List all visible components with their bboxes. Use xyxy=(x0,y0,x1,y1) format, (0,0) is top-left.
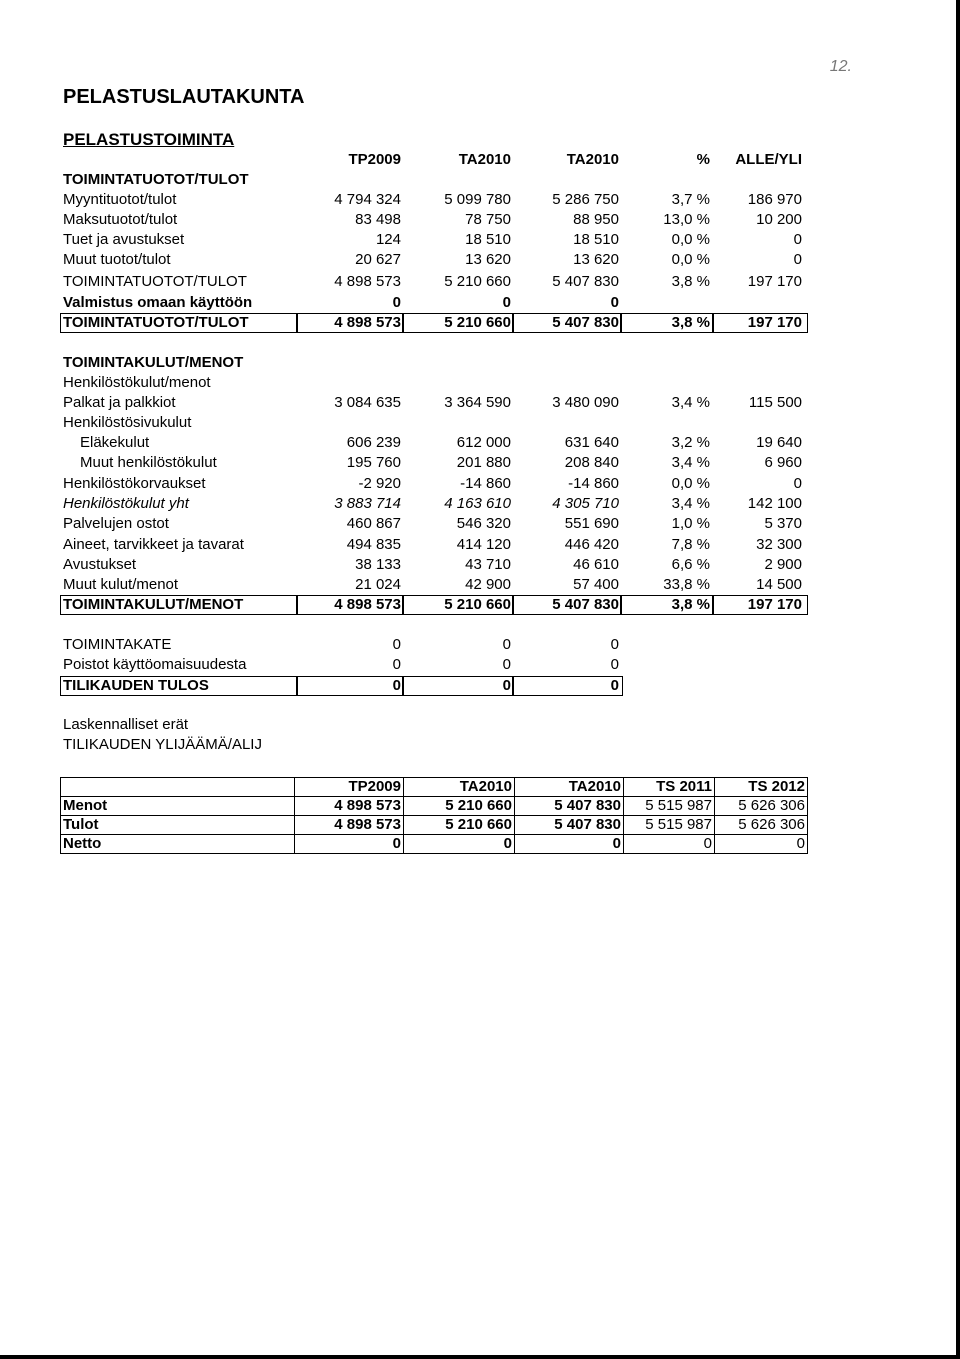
cell: 115 500 xyxy=(748,394,802,411)
cell: 0 xyxy=(793,231,802,248)
cell: 7,8 % xyxy=(671,536,710,553)
row-label: Muut tuotot/tulot xyxy=(63,251,171,268)
row-label: Tuet ja avustukset xyxy=(63,231,185,248)
cell: 5 210 660 xyxy=(444,273,511,290)
cell: 88 950 xyxy=(573,211,619,228)
cell: 195 760 xyxy=(346,454,401,471)
cell: 32 300 xyxy=(756,536,802,553)
summary-header: TS 2012 xyxy=(715,778,808,797)
cell: 10 200 xyxy=(756,211,802,228)
cell: 43 710 xyxy=(465,556,511,573)
summary-table xyxy=(60,777,808,854)
cell: 0 xyxy=(610,636,619,653)
cell: 0 xyxy=(502,636,511,653)
cell: 5 407 830 xyxy=(552,273,619,290)
cell: 4 898 573 xyxy=(334,273,401,290)
row-label: TILIKAUDEN TULOS xyxy=(63,677,209,694)
cell: 3,7 % xyxy=(671,191,710,208)
cell: 0 xyxy=(392,677,401,694)
cell: 446 420 xyxy=(564,536,619,553)
table-row xyxy=(0,210,960,230)
row-label: Henkilöstökulut yht xyxy=(63,495,189,512)
cell: 3,2 % xyxy=(671,434,710,451)
cell: 551 690 xyxy=(564,515,619,532)
table-row xyxy=(0,575,960,595)
cell: 5 370 xyxy=(764,515,802,532)
cell: 3 883 714 xyxy=(334,495,401,512)
cell: 5 210 660 xyxy=(404,816,515,835)
cell: 0 xyxy=(610,656,619,673)
cell: 3,4 % xyxy=(671,394,710,411)
income-heading: TOIMINTATUOTOT/TULOT xyxy=(63,171,249,188)
cell: 6,6 % xyxy=(671,556,710,573)
cell: 4 898 573 xyxy=(334,314,401,331)
row-label: TOIMINTAKULUT/MENOT xyxy=(63,596,244,613)
table-row xyxy=(0,535,960,555)
note-row xyxy=(0,735,960,755)
row-label: Myyntituotot/tulot xyxy=(63,191,177,208)
cell: 5 099 780 xyxy=(444,191,511,208)
cell: 414 120 xyxy=(456,536,511,553)
row-label: Henkilöstökorvaukset xyxy=(63,475,206,492)
cell: 6 960 xyxy=(764,454,802,471)
col-header-percent: % xyxy=(696,151,710,168)
cell: 0 xyxy=(515,835,624,854)
cell: 3 364 590 xyxy=(444,394,511,411)
summary-row-label: Menot xyxy=(61,797,295,816)
table-row xyxy=(61,816,808,835)
expenses-heading-row xyxy=(0,353,960,373)
cell: 57 400 xyxy=(573,576,619,593)
summary-header: TS 2011 xyxy=(624,778,715,797)
cell: 1,0 % xyxy=(671,515,710,532)
summary-header: TA2010 xyxy=(404,778,515,797)
cell: 0 xyxy=(392,636,401,653)
cell: 38 133 xyxy=(355,556,401,573)
cell: 20 627 xyxy=(355,251,401,268)
cell: 2 900 xyxy=(764,556,802,573)
table-row xyxy=(0,494,960,514)
table-row xyxy=(0,190,960,210)
cell: 0 xyxy=(392,656,401,673)
cell: 0 xyxy=(502,677,511,694)
row-label: Poistot käyttöomaisuudesta xyxy=(63,656,247,673)
table-row xyxy=(0,250,960,270)
cell: 0 xyxy=(502,656,511,673)
handwritten-page-mark: 12. xyxy=(829,58,852,75)
cell: 18 510 xyxy=(465,231,511,248)
cell: 13 620 xyxy=(465,251,511,268)
summary-header: TP2009 xyxy=(295,778,404,797)
cell: 0 xyxy=(624,835,715,854)
col-header-tp2009: TP2009 xyxy=(348,151,401,168)
table-row xyxy=(0,453,960,473)
note-ylijaama: TILIKAUDEN YLIJÄÄMÄ/ALIJ xyxy=(63,736,262,753)
row-label: Valmistus omaan käyttöön xyxy=(63,294,253,311)
row-label: TOIMINTATUOTOT/TULOT xyxy=(63,273,247,290)
subheading: Henkilöstösivukulut xyxy=(63,414,192,431)
cell: 5 515 987 xyxy=(624,797,715,816)
cell: 0 xyxy=(715,835,808,854)
cell: 13,0 % xyxy=(663,211,710,228)
income-total-row xyxy=(0,313,960,333)
table-row xyxy=(0,433,960,453)
cell: 124 xyxy=(375,231,401,248)
cell: 14 500 xyxy=(756,576,802,593)
row-label: Palvelujen ostot xyxy=(63,515,169,532)
cell: 197 170 xyxy=(747,596,802,613)
cell: 0 xyxy=(610,677,619,694)
cell: 197 170 xyxy=(747,273,802,290)
cell: 5 407 830 xyxy=(552,596,619,613)
col-header-alle-yli: ALLE/YLI xyxy=(735,151,802,168)
summary-header: TA2010 xyxy=(515,778,624,797)
cell: 4 305 710 xyxy=(552,495,619,512)
cell: 3,4 % xyxy=(671,495,710,512)
cell: 3,8 % xyxy=(671,596,710,613)
row-label: Maksutuotot/tulot xyxy=(63,211,178,228)
row-label: Muut kulut/menot xyxy=(63,576,179,593)
cell: 18 510 xyxy=(573,231,619,248)
cell: 4 898 573 xyxy=(295,816,404,835)
cell: 5 286 750 xyxy=(552,191,619,208)
cell: 0 xyxy=(295,835,404,854)
cell: 5 407 830 xyxy=(515,797,624,816)
cell: 42 900 xyxy=(465,576,511,593)
section-title: PELASTUSTOIMINTA xyxy=(63,130,235,149)
row-label: TOIMINTATUOTOT/TULOT xyxy=(63,314,249,331)
cell: 142 100 xyxy=(747,495,802,512)
row-label: TOIMINTAKATE xyxy=(63,636,172,653)
cell: 3 084 635 xyxy=(334,394,401,411)
cell: 5 210 660 xyxy=(404,797,515,816)
cell: 4 794 324 xyxy=(334,191,401,208)
cell: 4 163 610 xyxy=(444,495,511,512)
cell: 208 840 xyxy=(564,454,619,471)
subheading-row xyxy=(0,373,960,393)
table-row xyxy=(0,555,960,575)
table-row xyxy=(0,655,960,675)
cell: 83 498 xyxy=(355,211,401,228)
cell: 0 xyxy=(793,251,802,268)
cell: 606 239 xyxy=(346,434,401,451)
row-label: Muut henkilöstökulut xyxy=(80,454,217,471)
table-row xyxy=(0,230,960,250)
cell: 5 210 660 xyxy=(444,596,511,613)
scan-edge-bottom xyxy=(0,1355,960,1359)
summary-corner xyxy=(61,778,295,797)
cell: 0 xyxy=(793,475,802,492)
cell: 494 835 xyxy=(346,536,401,553)
cell: 78 750 xyxy=(465,211,511,228)
note-laskennalliset: Laskennalliset erät xyxy=(63,716,189,733)
table-row xyxy=(61,797,808,816)
cell: 0,0 % xyxy=(671,231,710,248)
cell: 186 970 xyxy=(747,191,802,208)
cell: 3,4 % xyxy=(671,454,710,471)
cell: 33,8 % xyxy=(663,576,710,593)
cell: 5 407 830 xyxy=(552,314,619,331)
table-row xyxy=(0,293,960,313)
cell: 631 640 xyxy=(564,434,619,451)
cell: 0 xyxy=(404,835,515,854)
cell: -14 860 xyxy=(460,475,511,492)
row-label: Palkat ja palkkiot xyxy=(63,394,176,411)
cell: -2 920 xyxy=(358,475,401,492)
cell: -14 860 xyxy=(568,475,619,492)
cell: 0,0 % xyxy=(671,475,710,492)
summary-header-row xyxy=(61,778,808,797)
cell: 3,8 % xyxy=(671,314,710,331)
income-heading-row xyxy=(0,170,960,190)
table-row xyxy=(0,474,960,494)
cell: 4 898 573 xyxy=(295,797,404,816)
summary-row-label: Netto xyxy=(61,835,295,854)
subheading-row xyxy=(0,413,960,433)
col-header-ta2010-b: TA2010 xyxy=(566,151,619,168)
note-row xyxy=(0,715,960,735)
table-row xyxy=(0,514,960,534)
cell: 460 867 xyxy=(346,515,401,532)
cell: 3,8 % xyxy=(671,273,710,290)
table-row xyxy=(0,635,960,655)
cell: 197 170 xyxy=(747,314,802,331)
row-label: Aineet, tarvikkeet ja tavarat xyxy=(63,536,244,553)
cell: 13 620 xyxy=(573,251,619,268)
table-row xyxy=(0,272,960,292)
cell: 5 210 660 xyxy=(444,314,511,331)
cell: 5 626 306 xyxy=(715,797,808,816)
cell: 5 515 987 xyxy=(624,816,715,835)
table-row xyxy=(61,835,808,854)
cell: 4 898 573 xyxy=(334,596,401,613)
expenses-total-row xyxy=(0,595,960,615)
cell: 19 640 xyxy=(756,434,802,451)
cell: 5 407 830 xyxy=(515,816,624,835)
cell: 0 xyxy=(502,294,511,311)
cell: 0,0 % xyxy=(671,251,710,268)
column-header-row xyxy=(0,150,960,170)
cell: 0 xyxy=(392,294,401,311)
cell: 0 xyxy=(610,294,619,311)
summary-row-label: Tulot xyxy=(61,816,295,835)
cell: 546 320 xyxy=(456,515,511,532)
expenses-heading: TOIMINTAKULUT/MENOT xyxy=(63,354,244,371)
cell: 21 024 xyxy=(355,576,401,593)
col-header-ta2010: TA2010 xyxy=(458,151,511,168)
table-row xyxy=(0,393,960,413)
cell: 46 610 xyxy=(573,556,619,573)
page-title: PELASTUSLAUTAKUNTA xyxy=(63,86,305,108)
result-total-row xyxy=(0,676,960,696)
row-label: Eläkekulut xyxy=(80,434,150,451)
row-label: Avustukset xyxy=(63,556,137,573)
cell: 3 480 090 xyxy=(552,394,619,411)
cell: 612 000 xyxy=(456,434,511,451)
subheading: Henkilöstökulut/menot xyxy=(63,374,211,391)
cell: 201 880 xyxy=(456,454,511,471)
cell: 5 626 306 xyxy=(715,816,808,835)
